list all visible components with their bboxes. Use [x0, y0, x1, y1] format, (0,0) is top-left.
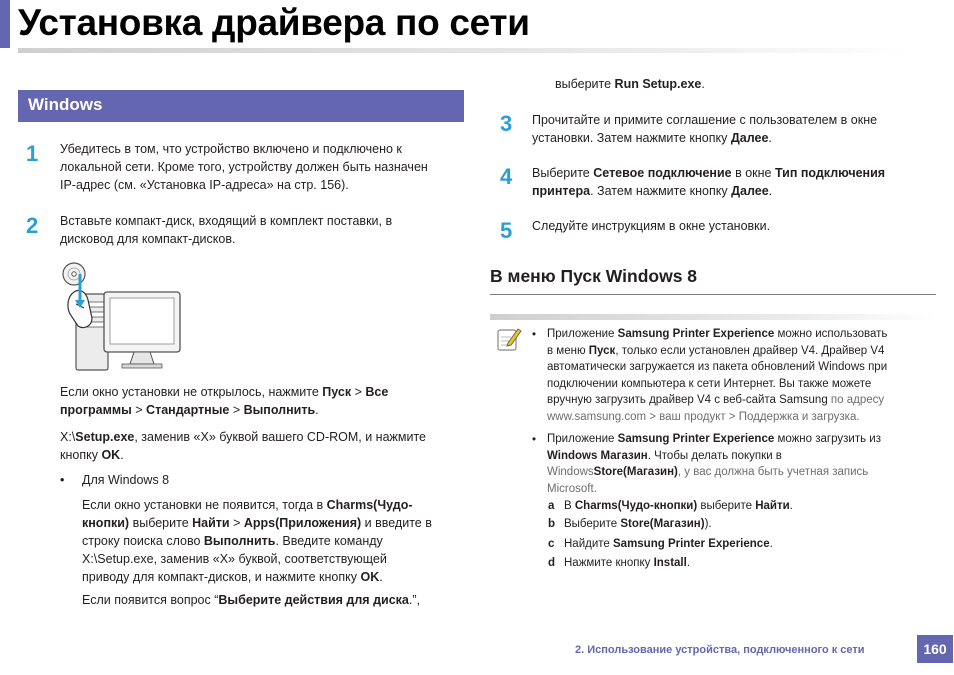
text-span: можно загрузить из [774, 433, 881, 445]
text-span: Выберите [564, 518, 621, 530]
step-4-text [532, 164, 885, 200]
bullet-windows8: Для Windows 8 [82, 473, 170, 487]
note-line [547, 448, 881, 465]
step-1-line: IP-адрес (см. «Установка IP-адреса» на стр. 156). [60, 178, 349, 192]
text-span: X:\ [60, 430, 76, 444]
text-span: . [379, 570, 383, 584]
text-span: выберите [697, 500, 756, 512]
text-span: . Введите команду [275, 534, 383, 548]
step-1-line: Убедитесь в том, что устройство включено и подключено к [60, 142, 402, 156]
text-span: выберите [129, 516, 193, 530]
text-span: Windows [547, 466, 594, 478]
paragraph-line: X:\Setup.exe, заменив «X» буквой, соответствующей [82, 552, 387, 566]
text-span: . [768, 131, 772, 145]
note-line [547, 343, 887, 360]
note-line: www.samsung.com > ваш продукт > Поддержка и загрузка. [547, 410, 860, 423]
step-4-line [532, 182, 885, 200]
text-span: . [768, 184, 773, 198]
step-1-line: локальной сети. Кроме того, устройству должен быть назначен [60, 160, 428, 174]
paragraph-line [82, 496, 432, 514]
note-line: подключении компьютера к сети Интернет. Вы также можете [547, 377, 872, 390]
bold-text: Samsung Printer Experience [617, 433, 775, 445]
text-span: строку поиска слово [82, 534, 204, 548]
text-span: > [351, 385, 366, 399]
text-span: кнопку [60, 448, 102, 462]
list-item [564, 500, 793, 512]
paragraph-line [82, 514, 432, 532]
text-span: и введите в [361, 516, 432, 530]
list-letter-c: c [548, 538, 555, 550]
bold-text: Store(Магазин) [593, 466, 678, 478]
text-span: Нажмите кнопку [564, 557, 654, 569]
bold-text: Далее [731, 184, 769, 198]
text-span: Если окно установки не открылось, нажмите [60, 385, 323, 399]
step-2-line: Вставьте компакт-диск, входящий в комплект поставки, в [60, 214, 393, 228]
bold-text: Выберите действия для диска [218, 593, 409, 607]
monitor-icon [104, 292, 180, 368]
bold-text: программы [60, 403, 132, 417]
step-number-1: 1 [26, 141, 39, 166]
run-instructions-paragraph [60, 383, 388, 419]
text-span: . [315, 403, 319, 417]
step-1-text [60, 140, 428, 194]
bold-text: Далее [730, 131, 769, 145]
section-header-windows: Windows [18, 90, 464, 122]
text-span: . [701, 77, 705, 91]
paragraph-line [60, 428, 426, 446]
step-5-text: Следуйте инструкциям в окне установки. [532, 219, 771, 233]
text-span: Если окно установки не появится, тогда в [82, 498, 327, 512]
step-3-line: Прочитайте и примите соглашение с пользователем в окне [532, 113, 878, 127]
list-item [564, 538, 773, 550]
text-span: .”, [408, 593, 420, 607]
text-span: Приложение [547, 433, 618, 445]
step-number-2: 2 [26, 213, 39, 238]
subsection-title: В меню Пуск Windows 8 [490, 266, 698, 286]
bold-text: Все [365, 385, 389, 399]
disk-action-paragraph [82, 591, 420, 609]
footer-chapter-text: 2. Использование устройства, подключенного к сети [575, 644, 865, 656]
bold-text: Выполнить [243, 403, 316, 417]
text-span: в меню [547, 344, 589, 357]
paragraph-line [82, 568, 432, 586]
bold-text: Samsung Printer Experience [613, 538, 770, 550]
bold-text: Найти [192, 516, 230, 530]
text-span: по адресу [830, 394, 885, 406]
note-windows-store [547, 431, 881, 497]
note-line [547, 392, 887, 409]
windows8-paragraph [82, 496, 432, 586]
note-line [547, 464, 881, 481]
page-title: Установка драйвера по сети [18, 2, 530, 43]
paragraph-line [82, 532, 432, 550]
subsection-divider [490, 294, 936, 295]
text-span: вручную загрузить драйвер V4 с веб-сайта Samsung [547, 394, 831, 406]
step-number-4: 4 [500, 164, 513, 189]
text-span: Найдите [564, 538, 613, 550]
list-item [564, 518, 712, 530]
cd-insert-illustration [54, 262, 184, 372]
bold-text: Выполнить [203, 534, 276, 548]
note-bullet-mark: • [532, 329, 537, 341]
text-span: установки. Затем нажмите кнопку [532, 131, 731, 145]
text-span: . [769, 538, 773, 550]
text-span: ). [704, 518, 712, 530]
bold-text: Install [653, 557, 687, 569]
note-band [490, 314, 936, 320]
text-span: . [686, 557, 691, 569]
bold-text: OK [101, 448, 121, 462]
text-span: . [120, 448, 124, 462]
bold-text: Apps(Приложения) [243, 516, 362, 530]
page-number-badge: 160 [917, 635, 953, 663]
bold-text: Стандартные [146, 403, 230, 417]
note-line [547, 326, 887, 343]
bold-text: Сетевое подключение [593, 166, 732, 180]
step-number-5: 5 [500, 218, 513, 243]
bold-text: Найти [755, 500, 790, 512]
bold-text: Run Setup.exe [614, 77, 702, 91]
text-span: выберите [555, 77, 615, 91]
list-letter-a: a [548, 500, 555, 512]
bold-text: Setup.exe [75, 430, 135, 444]
setup-exe-paragraph [60, 428, 426, 464]
list-item [564, 557, 690, 569]
paragraph-line [60, 446, 426, 464]
note-line: Microsoft. [547, 482, 597, 495]
text-span: . Затем нажмите кнопку [590, 184, 732, 198]
bold-text: Windows Магазин [547, 449, 648, 462]
paragraph-line [60, 401, 388, 419]
text-span: Если появится вопрос “ [82, 593, 219, 607]
text-span: в окне [731, 166, 775, 180]
list-letter-d: d [548, 557, 556, 569]
text-span: . [789, 500, 793, 512]
step-2-line: дисковод для компакт-дисков. [60, 232, 236, 246]
step-3-line [532, 129, 877, 147]
bold-text: OK [360, 570, 380, 584]
text-span: Приложение [547, 328, 618, 340]
note-pencil-icon [496, 326, 522, 352]
text-span: > [229, 403, 244, 417]
bold-text: Samsung Printer Experience [617, 328, 775, 340]
bold-text: Тип подключения [774, 166, 886, 180]
bold-text: Пуск [588, 344, 616, 357]
step-3-text [532, 111, 877, 147]
text-span: > [229, 516, 244, 530]
note-line: автоматически загружается из пакета обновлений Windows при [547, 361, 888, 373]
note-line [547, 431, 881, 448]
title-divider [18, 48, 914, 53]
text-span: Выберите [532, 166, 594, 180]
text-span: В [564, 500, 575, 512]
step-number-3: 3 [500, 111, 513, 136]
text-span: можно использовать [774, 328, 888, 340]
text-span: > [131, 403, 147, 417]
title-accent-bar [0, 0, 10, 48]
paragraph-line [60, 383, 388, 401]
text-span: , заменив «X» буквой вашего CD-ROM, и нажмите [134, 430, 427, 444]
note-bullet-mark: • [532, 434, 537, 446]
bold-text: Charms(Чудо- [326, 498, 413, 512]
text-span: . Чтобы делать покупки в [647, 449, 782, 462]
step-2-text [60, 212, 392, 248]
list-letter-b: b [548, 518, 556, 530]
bold-text: Charms(Чудо-кнопки) [574, 500, 698, 512]
text-span: , у вас должна быть учетная запись [677, 466, 869, 478]
step-4-line [532, 164, 885, 182]
bold-text: кнопки) [82, 516, 130, 530]
text-span: приводу для компакт-дисков, и нажмите кнопку [82, 570, 361, 584]
text-span: , только если установлен драйвер V4. Драйвер V4 [615, 344, 885, 357]
bullet-mark: • [60, 473, 65, 487]
bold-text: Store(Магазин) [620, 518, 705, 530]
run-setup-continuation [555, 75, 705, 93]
bold-text: Пуск [322, 385, 352, 399]
note-samsung-printer-experience [547, 326, 887, 425]
cd-disc-icon [63, 263, 85, 285]
bold-text: принтера [532, 184, 591, 198]
